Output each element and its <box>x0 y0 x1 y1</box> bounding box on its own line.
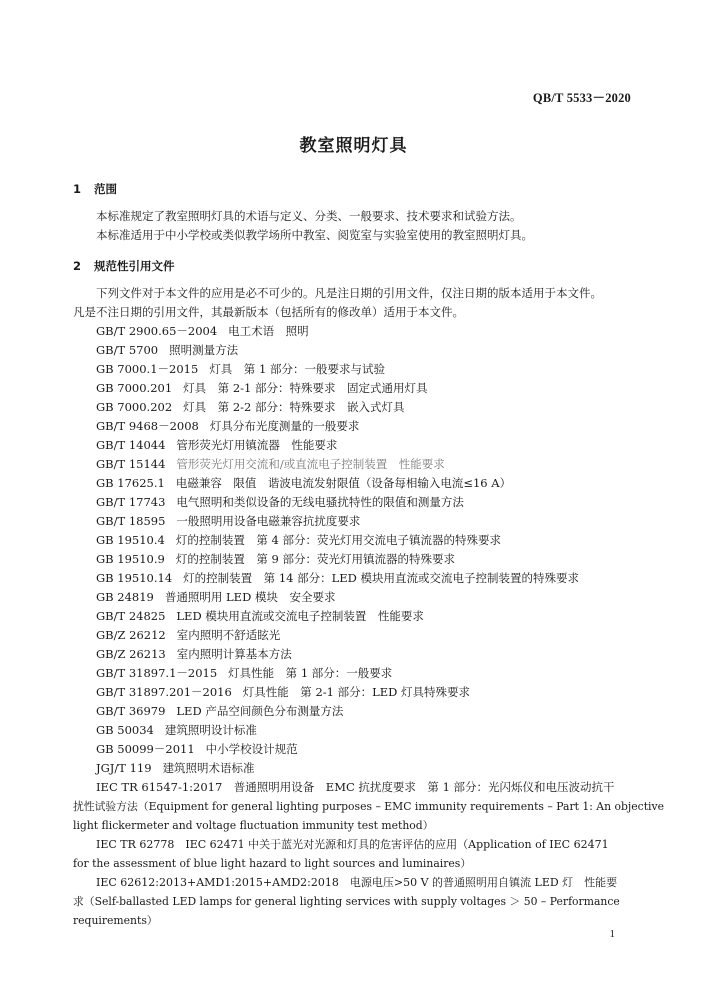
iec-reference-line: IEC TR 61547-1:2017 普通照明用设备 EMC 抗扰度要求 第 1 部分：光闪烁仪和电压波动抗干 <box>96 780 615 794</box>
section-2-intro-line: 凡是不注日期的引用文件，其最新版本（包括所有的修改单）适用于本文件。 <box>73 305 464 319</box>
section-1-line: 本标准适用于中小学校或类似教学场所中教室、阅览室与实验室使用的教室照明灯具。 <box>96 228 533 242</box>
reference-code: GB 19510.14 <box>96 571 173 585</box>
reference-item <box>96 664 579 683</box>
iec-reference-line: 求（Self-ballasted LED lamps for general lighting services with supply voltages ＞ 50 – Performance <box>73 895 620 908</box>
reference-title: 建筑照明设计标准 <box>164 723 257 737</box>
reference-title: 灯具性能 第 1 部分：一般要求 <box>228 666 393 680</box>
reference-item <box>96 512 579 531</box>
reference-item <box>96 550 579 569</box>
reference-title: 电磁兼容 限值 谐波电流发射限值（设备每相输入电流≤16 A） <box>175 476 512 490</box>
iec-reference-line: 扰性试验方法（Equipment for general lighting purposes – EMC immunity requirements – Part 1: An objective <box>73 800 664 813</box>
reference-code: GB/Z 26212 <box>96 628 166 642</box>
reference-title: 灯具 第 2-2 部分：特殊要求 嵌入式灯具 <box>183 400 405 414</box>
reference-item <box>96 721 579 740</box>
reference-code: GB 7000.201 <box>96 381 173 395</box>
reference-item <box>96 645 579 664</box>
section-1-line: 本标准规定了教室照明灯具的术语与定义、分类、一般要求、技术要求和试验方法。 <box>96 209 522 223</box>
reference-title: LED 产品空间颜色分布测量方法 <box>176 704 344 718</box>
reference-item <box>96 740 579 759</box>
reference-item <box>96 626 579 645</box>
reference-code: GB/T 18595 <box>96 514 166 528</box>
reference-item <box>96 436 579 455</box>
iec-reference-block <box>73 873 633 930</box>
section-1-title: 范围 <box>94 182 118 196</box>
reference-code: GB/T 24825 <box>96 609 166 623</box>
iec-reference-block <box>73 778 664 835</box>
reference-code: GB 24819 <box>96 590 154 604</box>
reference-item <box>96 588 579 607</box>
reference-title: 一般照明用设备电磁兼容抗扰度要求 <box>176 514 361 528</box>
reference-code: GB/T 36979 <box>96 704 166 718</box>
reference-item <box>96 341 579 360</box>
reference-code: GB 7000.1－2015 <box>96 362 199 376</box>
reference-code: GB/T 31897.201－2016 <box>96 685 232 699</box>
section-1-heading <box>73 181 117 197</box>
reference-title: 管形荧光灯用镇流器 性能要求 <box>176 438 338 452</box>
reference-title: 管形荧光灯用交流和/或直流电子控制装置 性能要求 <box>176 457 445 471</box>
section-2-heading <box>73 258 175 274</box>
reference-code: GB 7000.202 <box>96 400 173 414</box>
reference-title: 照明测量方法 <box>169 343 239 357</box>
reference-title: 灯的控制装置 第 14 部分：LED 模块用直流或交流电子控制装置的特殊要求 <box>183 571 580 585</box>
document-title: 教室照明灯具 <box>299 136 408 156</box>
reference-title: 电气照明和类似设备的无线电骚扰特性的限值和测量方法 <box>176 495 464 509</box>
iec-reference-line: IEC TR 62778 IEC 62471 中关于蓝光对光源和灯具的危害评估的应用（Application of IEC 62471 <box>96 838 609 851</box>
reference-code: GB 19510.9 <box>96 552 165 566</box>
reference-code: GB/T 9468－2008 <box>96 419 199 433</box>
reference-code: GB 17625.1 <box>96 476 165 490</box>
reference-title: 普通照明用 LED 模块 安全要求 <box>164 590 336 604</box>
reference-code: JGJ/T 119 <box>96 761 152 775</box>
reference-title: 中小学校设计规范 <box>205 742 298 756</box>
reference-code: GB 50099－2011 <box>96 742 195 756</box>
reference-item <box>96 683 579 702</box>
iec-reference-block <box>73 835 633 873</box>
section-2-title: 规范性引用文件 <box>94 259 175 273</box>
section-2-intro <box>73 284 633 322</box>
reference-item <box>96 531 579 550</box>
reference-item <box>96 493 579 512</box>
reference-code: GB/T 2900.65－2004 <box>96 324 218 338</box>
reference-item <box>96 455 579 474</box>
reference-item <box>96 398 579 417</box>
reference-item <box>96 759 579 778</box>
standard-number: QB/T 5533－2020 <box>532 91 631 105</box>
reference-code: GB/T 15144 <box>96 457 166 471</box>
section-1-number: 1 <box>73 182 82 196</box>
reference-code: GB/T 14044 <box>96 438 166 452</box>
reference-code: GB/Z 26213 <box>96 647 166 661</box>
section-2-intro-line: 下列文件对于本文件的应用是必不可少的。凡是注日期的引用文件，仅注日期的版本适用于本文件。 <box>96 286 602 300</box>
reference-item <box>96 417 579 436</box>
normative-reference-list <box>96 322 579 778</box>
reference-title: 灯具分布光度测量的一般要求 <box>209 419 360 433</box>
iec-reference-line: requirements） <box>73 914 158 927</box>
reference-title: 灯具 第 2-1 部分：特殊要求 固定式通用灯具 <box>183 381 428 395</box>
reference-item <box>96 379 579 398</box>
reference-title: 灯的控制装置 第 9 部分：荧光灯用镇流器的特殊要求 <box>175 552 455 566</box>
reference-item <box>96 474 579 493</box>
reference-item <box>96 322 579 341</box>
reference-title: 灯具 第 1 部分：一般要求与试验 <box>209 362 385 376</box>
iec-reference-line: for the assessment of blue light hazard to light sources and luminaires） <box>73 857 472 870</box>
section-2-number: 2 <box>73 259 82 273</box>
page-number: 1 <box>609 928 615 940</box>
reference-title: 灯的控制装置 第 4 部分：荧光灯用交流电子镇流器的特殊要求 <box>175 533 501 547</box>
reference-code: GB/T 31897.1－2015 <box>96 666 218 680</box>
reference-item <box>96 702 579 721</box>
reference-title: LED 模块用直流或交流电子控制装置 性能要求 <box>176 609 424 623</box>
reference-title: 电工术语 照明 <box>228 324 309 338</box>
reference-title: 室内照明计算基本方法 <box>176 647 292 661</box>
iec-reference-line: IEC 62612:2013+AMD1:2015+AMD2:2018 电源电压>50 V 的普通照明用自镇流 LED 灯 性能要 <box>96 876 618 889</box>
reference-code: GB 19510.4 <box>96 533 165 547</box>
reference-item <box>96 607 579 626</box>
reference-title: 室内照明不舒适眩光 <box>176 628 281 642</box>
reference-code: GB 50034 <box>96 723 154 737</box>
section-1-body <box>73 207 633 245</box>
reference-title: 灯具性能 第 2-1 部分：LED 灯具特殊要求 <box>242 685 471 699</box>
reference-title: 建筑照明术语标准 <box>162 761 255 775</box>
reference-item <box>96 569 579 588</box>
reference-item <box>96 360 579 379</box>
reference-code: GB/T 5700 <box>96 343 159 357</box>
iec-reference-line: light flickermeter and voltage fluctuation immunity test method） <box>73 819 434 832</box>
reference-code: GB/T 17743 <box>96 495 166 509</box>
